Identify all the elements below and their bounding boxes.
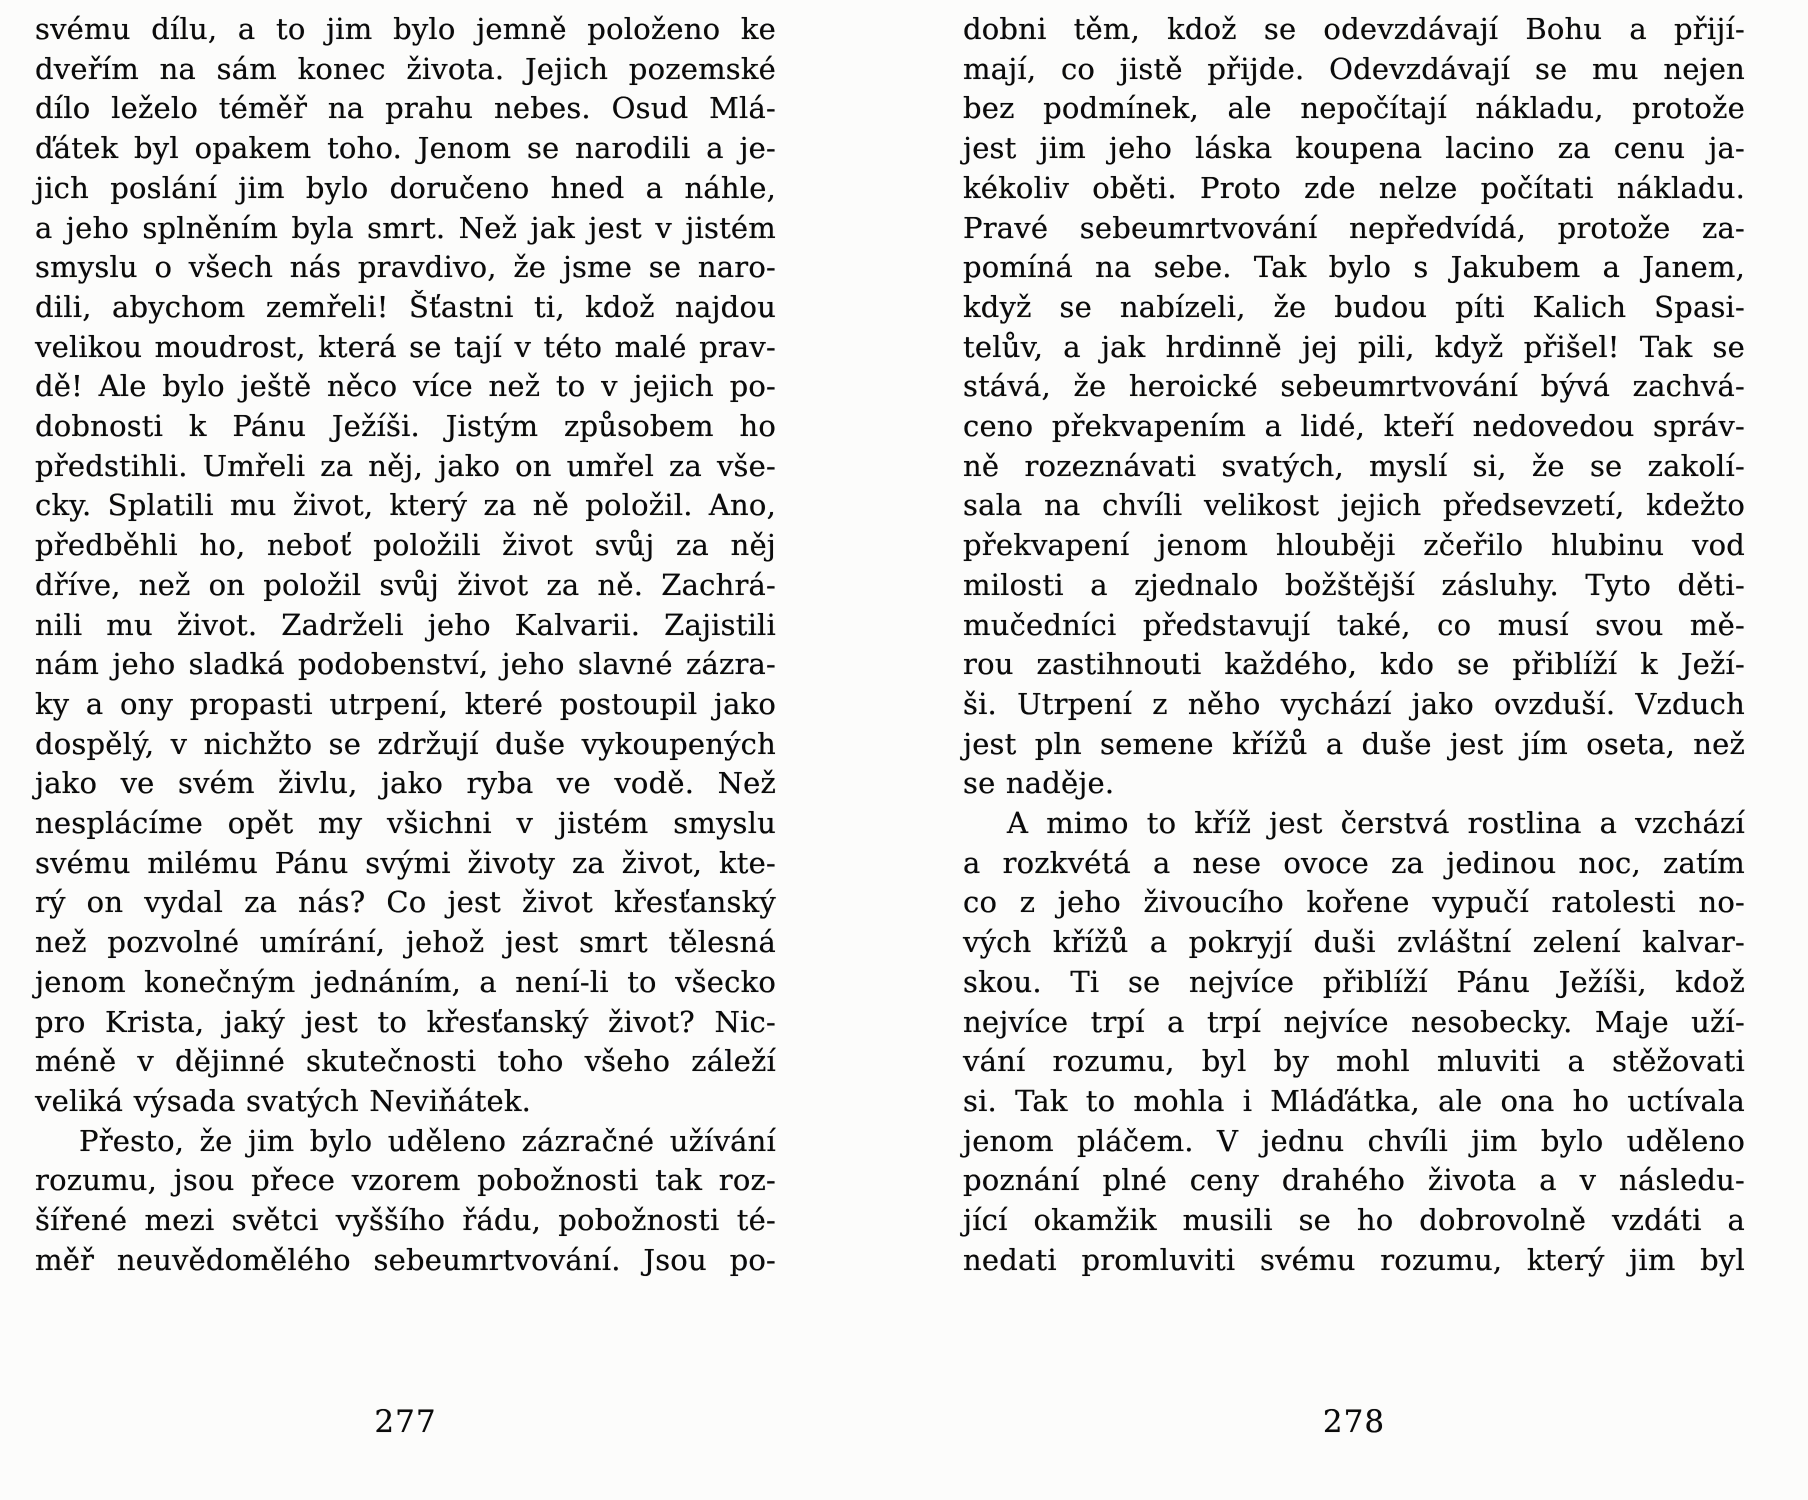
text-line: si. Tak to mohla i Mláďátka, ale ona ho uctívala bbox=[963, 1083, 1745, 1118]
text-line: veliká výsada svatých Neviňátek. bbox=[35, 1083, 532, 1118]
text-line: méně v dějinné skutečnosti toho všeho záleží bbox=[35, 1044, 776, 1079]
text-line: velikou moudrost, která se tají v této malé prav- bbox=[35, 329, 776, 364]
text-line: šířené mezi světci vyššího řádu, pobožnosti té- bbox=[35, 1203, 776, 1238]
text-line: dospělý, v nichžto se zdržují duše vykoupených bbox=[35, 726, 776, 761]
text-line: jící okamžik musili se ho dobrovolně vzdáti a bbox=[963, 1203, 1745, 1238]
text-line: kékoliv oběti. Proto zde nelze počítati nákladu. bbox=[963, 170, 1745, 205]
text-line: jich poslání jim bylo doručeno hned a náhle, bbox=[35, 170, 776, 205]
text-line: předstihli. Umřeli za něj, jako on umřel za vše- bbox=[35, 448, 776, 483]
text-line: měř neuvědomělého sebeumrtvování. Jsou po- bbox=[35, 1242, 776, 1277]
text-line: smyslu o všech nás pravdivo, že jsme se naro- bbox=[35, 250, 776, 285]
text-line: pro Krista, jaký jest to křesťanský život? Nic- bbox=[35, 1004, 776, 1039]
text-line: svému dílu, a to jim bylo jemně položeno ke bbox=[35, 12, 776, 46]
text-line: svému milému Pánu svými životy za život, kte- bbox=[35, 845, 776, 880]
text-line: vých křížů a pokryjí duši zvláštní zelení kalvar- bbox=[963, 925, 1745, 960]
text-line: jest pln semene křížů a duše jest jím oseta, než bbox=[963, 726, 1745, 761]
text-line: dobni těm, kdož se odevzdávají Bohu a přijí- bbox=[963, 12, 1745, 46]
text-line: ši. Utrpení z něho vychází jako ovzduší. Vzduch bbox=[963, 686, 1745, 721]
text-line: předběhli ho, neboť položili život svůj za něj bbox=[35, 528, 776, 563]
text-line: ky a ony propasti utrpení, které postoupil jako bbox=[35, 686, 776, 721]
text-line: stává, že heroické sebeumrtvování bývá zachvá- bbox=[963, 369, 1745, 404]
text-line: sala na chvíli velikost jejich předsevzetí, kdežto bbox=[963, 488, 1745, 523]
text-line: jenom konečným jednáním, a není-li to všecko bbox=[35, 964, 776, 999]
text-line: mají, co jistě přijde. Odevzdávají se mu nejen bbox=[963, 51, 1745, 86]
text-line: pomíná na sebe. Tak bylo s Jakubem a Janem, bbox=[963, 250, 1745, 285]
text-line: nejvíce trpí a trpí nejvíce nesobecky. Maje uží- bbox=[963, 1004, 1745, 1039]
text-line: když se nabízeli, že budou píti Kalich Spasi- bbox=[963, 289, 1745, 324]
text-line: a jeho splněním byla smrt. Než jak jest v jistém bbox=[35, 210, 776, 245]
text-line: a rozkvétá a nese ovoce za jedinou noc, zatím bbox=[963, 845, 1745, 880]
page-number-left: 277 bbox=[374, 1404, 437, 1440]
text-line: jenom pláčem. V jednu chvíli jim bylo uděleno bbox=[963, 1123, 1745, 1158]
text-column-right bbox=[963, 0, 1745, 1281]
text-line: než pozvolné umírání, jehož jest smrt tělesná bbox=[35, 925, 776, 960]
text-line: ně rozeznávati svatých, myslí si, že se zakolí- bbox=[963, 448, 1745, 483]
text-line: co z jeho živoucího kořene vypučí ratolesti no- bbox=[963, 885, 1745, 920]
text-line: ďátek byl opakem toho. Jenom se narodili a je- bbox=[35, 131, 776, 166]
text-line: Přesto, že jim bylo uděleno zázračné užívání bbox=[79, 1123, 776, 1158]
text-line: bez podmínek, ale nepočítají nákladu, protože bbox=[963, 91, 1745, 126]
text-line: cky. Splatili mu život, který za ně položil. Ano, bbox=[35, 488, 776, 523]
text-line: rý on vydal za nás? Co jest život křesťanský bbox=[35, 885, 776, 920]
text-column-left bbox=[35, 0, 776, 1281]
text-line: mučedníci představují také, co musí svou mě- bbox=[963, 607, 1745, 642]
text-line: dílo leželo téměř na prahu nebes. Osud Mlá- bbox=[35, 91, 776, 126]
text-line: telův, a jak hrdinně jej pili, když přišel! Tak se bbox=[963, 329, 1745, 364]
text-line: A mimo to kříž jest čerstvá rostlina a vzchází bbox=[1007, 806, 1745, 841]
page-right bbox=[963, 0, 1745, 1500]
text-line: rou zastihnouti každého, kdo se přiblíží k Ježí- bbox=[963, 647, 1745, 682]
text-line: Pravé sebeumrtvování nepředvídá, protože za- bbox=[963, 210, 1745, 245]
page-number-right: 278 bbox=[1322, 1404, 1386, 1440]
text-line: překvapení jenom hlouběji zčeřilo hlubinu vod bbox=[963, 528, 1745, 563]
text-line: poznání plné ceny drahého života a v následu- bbox=[963, 1163, 1745, 1198]
text-line: rozumu, jsou přece vzorem pobožnosti tak roz- bbox=[35, 1163, 776, 1198]
text-line: dili, abychom zemřeli! Šťastni ti, kdož najdou bbox=[35, 289, 776, 324]
text-line: jako ve svém živlu, jako ryba ve vodě. Než bbox=[35, 766, 776, 801]
text-line: nedati promluviti svému rozumu, který jim byl bbox=[963, 1242, 1745, 1277]
text-line: dříve, než on položil svůj život za ně. Zachrá- bbox=[35, 567, 776, 602]
text-line: vání rozumu, byl by mohl mluviti a stěžovati bbox=[963, 1044, 1745, 1079]
page-left bbox=[35, 0, 776, 1500]
text-line: se naděje. bbox=[963, 766, 1115, 801]
text-line: dobnosti k Pánu Ježíši. Jistým způsobem ho bbox=[35, 409, 776, 444]
text-line: dě! Ale bylo ještě něco více než to v jejich po- bbox=[35, 369, 776, 404]
text-line: jest jim jeho láska koupena lacino za cenu ja- bbox=[963, 131, 1745, 166]
text-line: skou. Ti se nejvíce přiblíží Pánu Ježíši, kdož bbox=[963, 964, 1745, 999]
text-line: nám jeho sladká podobenství, jeho slavné zázra- bbox=[35, 647, 776, 682]
text-line: dveřím na sám konec života. Jejich pozemské bbox=[35, 51, 776, 86]
text-line: nili mu život. Zadrželi jeho Kalvarii. Zajistili bbox=[35, 607, 776, 642]
text-line: milosti a zjednalo božštější zásluhy. Tyto děti- bbox=[963, 567, 1745, 602]
text-line: nesplácíme opět my všichni v jistém smyslu bbox=[35, 806, 776, 841]
text-line: ceno překvapením a lidé, kteří nedovedou správ- bbox=[963, 409, 1745, 444]
